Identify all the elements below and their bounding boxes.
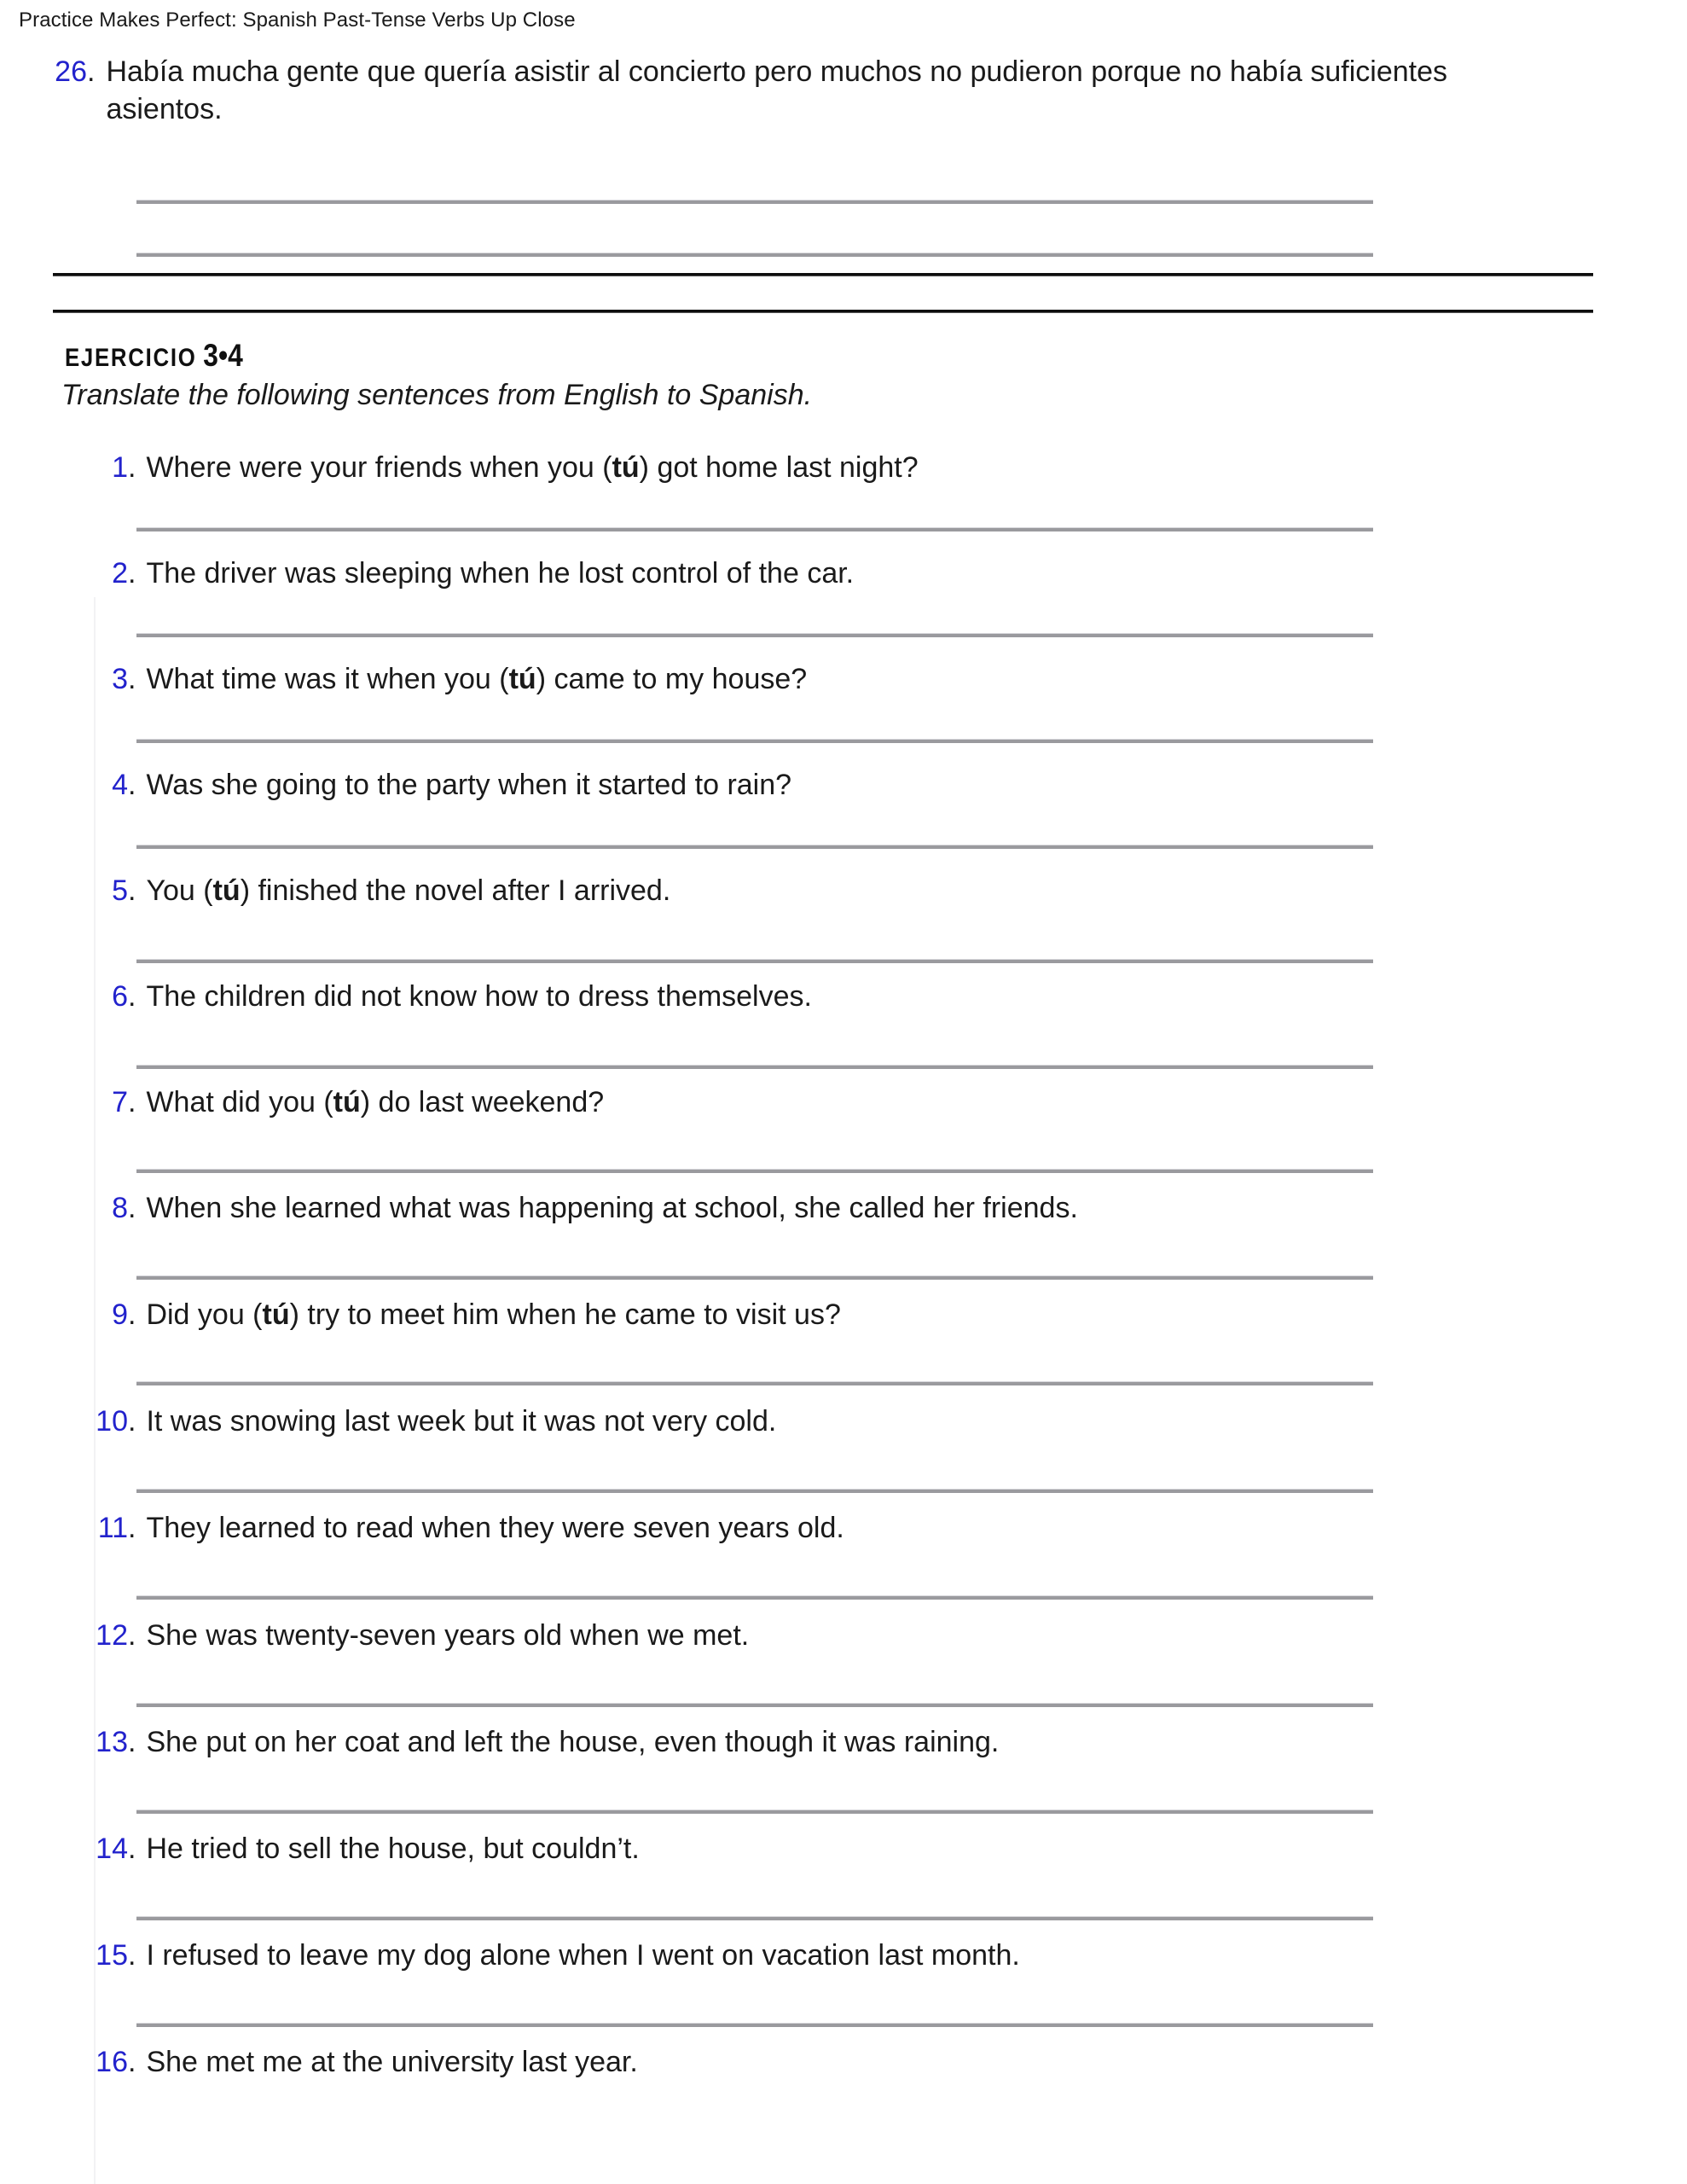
item-number: 7 <box>112 1086 128 1118</box>
item-number: 9 <box>112 1298 128 1331</box>
item-text: What did you (tú) do last weekend? <box>146 1086 605 1118</box>
answer-write-line[interactable] <box>136 845 1373 849</box>
item-text: It was snowing last week but it was not very cold. <box>146 1405 777 1438</box>
item-number-separator: . <box>128 1405 136 1438</box>
answer-write-line[interactable] <box>136 253 1373 257</box>
answer-write-line[interactable] <box>136 200 1373 204</box>
item-text: The driver was sleeping when he lost control of the car. <box>146 557 855 590</box>
item-text: You (tú) finished the novel after I arrived. <box>146 874 671 907</box>
item-number-separator: . <box>128 1833 136 1865</box>
answer-write-line[interactable] <box>136 1169 1373 1173</box>
item-number-separator: . <box>128 1298 136 1331</box>
item-number-separator: . <box>128 769 136 801</box>
item-number-separator: . <box>87 55 96 88</box>
answer-write-line[interactable] <box>136 1809 1373 1814</box>
answer-write-line[interactable] <box>136 1595 1373 1600</box>
numbered-item <box>51 1833 1433 1866</box>
item-text: What time was it when you (tú) came to my house? <box>146 663 808 695</box>
answer-write-line[interactable] <box>136 1381 1373 1385</box>
item-emphasis: tú <box>262 1298 290 1331</box>
numbered-item <box>51 451 1433 485</box>
item-number-separator: . <box>128 1726 136 1758</box>
answer-write-line[interactable] <box>136 633 1373 637</box>
numbered-item <box>51 1086 1433 1119</box>
item-number: 8 <box>112 1192 128 1224</box>
item-number: 11 <box>97 1512 128 1544</box>
numbered-item <box>0 53 1687 128</box>
numbered-item <box>51 2046 1433 2079</box>
answer-write-line[interactable] <box>136 739 1373 743</box>
item-number-separator: . <box>128 1192 136 1224</box>
item-number-separator: . <box>128 663 136 695</box>
exercise-instructions: Translate the following sentences from English to Spanish. <box>61 379 813 411</box>
item-emphasis: tú <box>508 663 536 695</box>
numbered-item <box>51 1939 1433 1972</box>
exercise-heading <box>65 338 243 374</box>
item-number-separator: . <box>128 1512 136 1544</box>
numbered-item <box>51 1512 1433 1545</box>
item-text: She put on her coat and left the house, even though it was raining. <box>146 1726 1000 1758</box>
section-divider-rule <box>53 273 1593 276</box>
item-number: 14 <box>96 1833 128 1865</box>
exercise-label: EJERCICIO <box>65 344 197 372</box>
item-number-separator: . <box>128 874 136 907</box>
item-number-separator: . <box>128 1086 136 1118</box>
item-number: 12 <box>96 1619 128 1652</box>
item-text: She was twenty-seven years old when we met. <box>146 1619 750 1652</box>
answer-write-line[interactable] <box>136 959 1373 963</box>
item-text: He tried to sell the house, but couldn’t. <box>146 1833 640 1865</box>
item-text: Was she going to the party when it started to rain? <box>146 769 792 801</box>
item-number: 16 <box>96 2046 128 2078</box>
item-number: 15 <box>96 1939 128 1972</box>
item-text: Where were your friends when you (tú) got home last night? <box>146 451 919 484</box>
item-number-separator: . <box>128 451 136 484</box>
item-number-separator: . <box>128 1939 136 1972</box>
item-number-separator: . <box>128 557 136 590</box>
numbered-item <box>51 1192 1433 1225</box>
item-text: Did you (tú) try to meet him when he came to visit us? <box>146 1298 841 1331</box>
numbered-item <box>51 663 1433 696</box>
answer-write-line[interactable] <box>136 1065 1373 1069</box>
numbered-item <box>51 980 1433 1014</box>
item-text: I refused to leave my dog alone when I went on vacation last month. <box>146 1939 1020 1972</box>
item-number: 1 <box>112 451 128 484</box>
item-text: She met me at the university last year. <box>146 2046 638 2078</box>
exercise-number: 3•4 <box>203 338 243 373</box>
numbered-item <box>51 557 1433 590</box>
item-emphasis: tú <box>612 451 640 484</box>
answer-write-line[interactable] <box>136 1916 1373 1920</box>
item-number: 26 <box>55 55 87 88</box>
item-number: 5 <box>112 874 128 907</box>
item-number: 2 <box>112 557 128 590</box>
item-number-separator: . <box>128 980 136 1013</box>
section-divider-rule <box>53 310 1593 313</box>
running-head: Practice Makes Perfect: Spanish Past-Tense Verbs Up Close <box>19 9 576 32</box>
numbered-item <box>51 769 1433 802</box>
answer-write-line[interactable] <box>136 1275 1373 1280</box>
item-emphasis: tú <box>212 874 241 907</box>
answer-write-line[interactable] <box>136 2023 1373 2027</box>
item-emphasis: tú <box>333 1086 361 1118</box>
numbered-item <box>51 1405 1433 1438</box>
item-number: 10 <box>96 1405 128 1438</box>
item-text: They learned to read when they were seven years old. <box>146 1512 844 1544</box>
item-number: 4 <box>112 769 128 801</box>
numbered-item <box>51 1726 1433 1759</box>
item-number: 13 <box>96 1726 128 1758</box>
numbered-item <box>51 874 1433 908</box>
item-number-separator: . <box>128 2046 136 2078</box>
numbered-item <box>51 1619 1433 1653</box>
numbered-item <box>51 1298 1433 1332</box>
item-number-separator: . <box>128 1619 136 1652</box>
carry-over-question-block <box>0 53 1687 128</box>
item-number: 3 <box>112 663 128 695</box>
answer-write-line[interactable] <box>136 1703 1373 1707</box>
item-text: When she learned what was happening at school, she called her friends. <box>146 1192 1078 1224</box>
item-text: Había mucha gente que quería asistir al concierto pero muchos no pudieron porque no había suficientes asientos. <box>106 55 1448 126</box>
item-text: The children did not know how to dress themselves. <box>146 980 812 1013</box>
answer-write-line[interactable] <box>136 1489 1373 1493</box>
item-number: 6 <box>112 980 128 1013</box>
answer-write-line[interactable] <box>136 527 1373 531</box>
